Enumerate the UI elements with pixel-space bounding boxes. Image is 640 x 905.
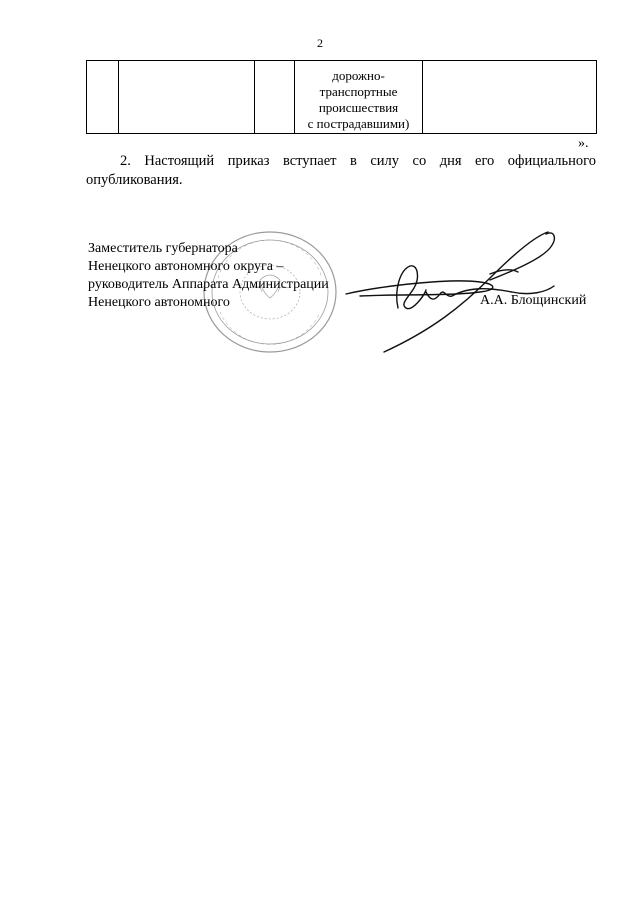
page-number: 2 bbox=[317, 36, 323, 50]
table-cell-4 bbox=[295, 61, 423, 134]
signer-name: А.А. Блощинский bbox=[480, 293, 587, 308]
table-cell-1 bbox=[87, 61, 119, 134]
table-cell-5 bbox=[423, 61, 597, 134]
signer-title-line: руководитель Аппарата Администрации bbox=[88, 277, 329, 292]
cell-text-line: происшествия bbox=[318, 100, 399, 115]
cell-text-line: с пострадавшими) bbox=[307, 116, 410, 131]
signer-title-line: Заместитель губернатора bbox=[88, 241, 238, 256]
signer-title-line: Ненецкого автономного bbox=[88, 295, 230, 310]
cell-text-line: транспортные bbox=[319, 84, 398, 99]
closing-quote: ». bbox=[578, 136, 589, 151]
table-cell-3 bbox=[255, 61, 295, 134]
signer-title-line: Ненецкого автономного округа – bbox=[88, 259, 284, 274]
table-row bbox=[87, 61, 597, 134]
table-cell-2 bbox=[119, 61, 255, 134]
cell-text-line: дорожно- bbox=[332, 68, 385, 83]
handwritten-signature bbox=[340, 226, 570, 356]
table-continuation bbox=[86, 60, 597, 134]
paragraph-2: 2. Настоящий приказ вступает в силу со дня его официального опубликования. bbox=[86, 153, 596, 188]
